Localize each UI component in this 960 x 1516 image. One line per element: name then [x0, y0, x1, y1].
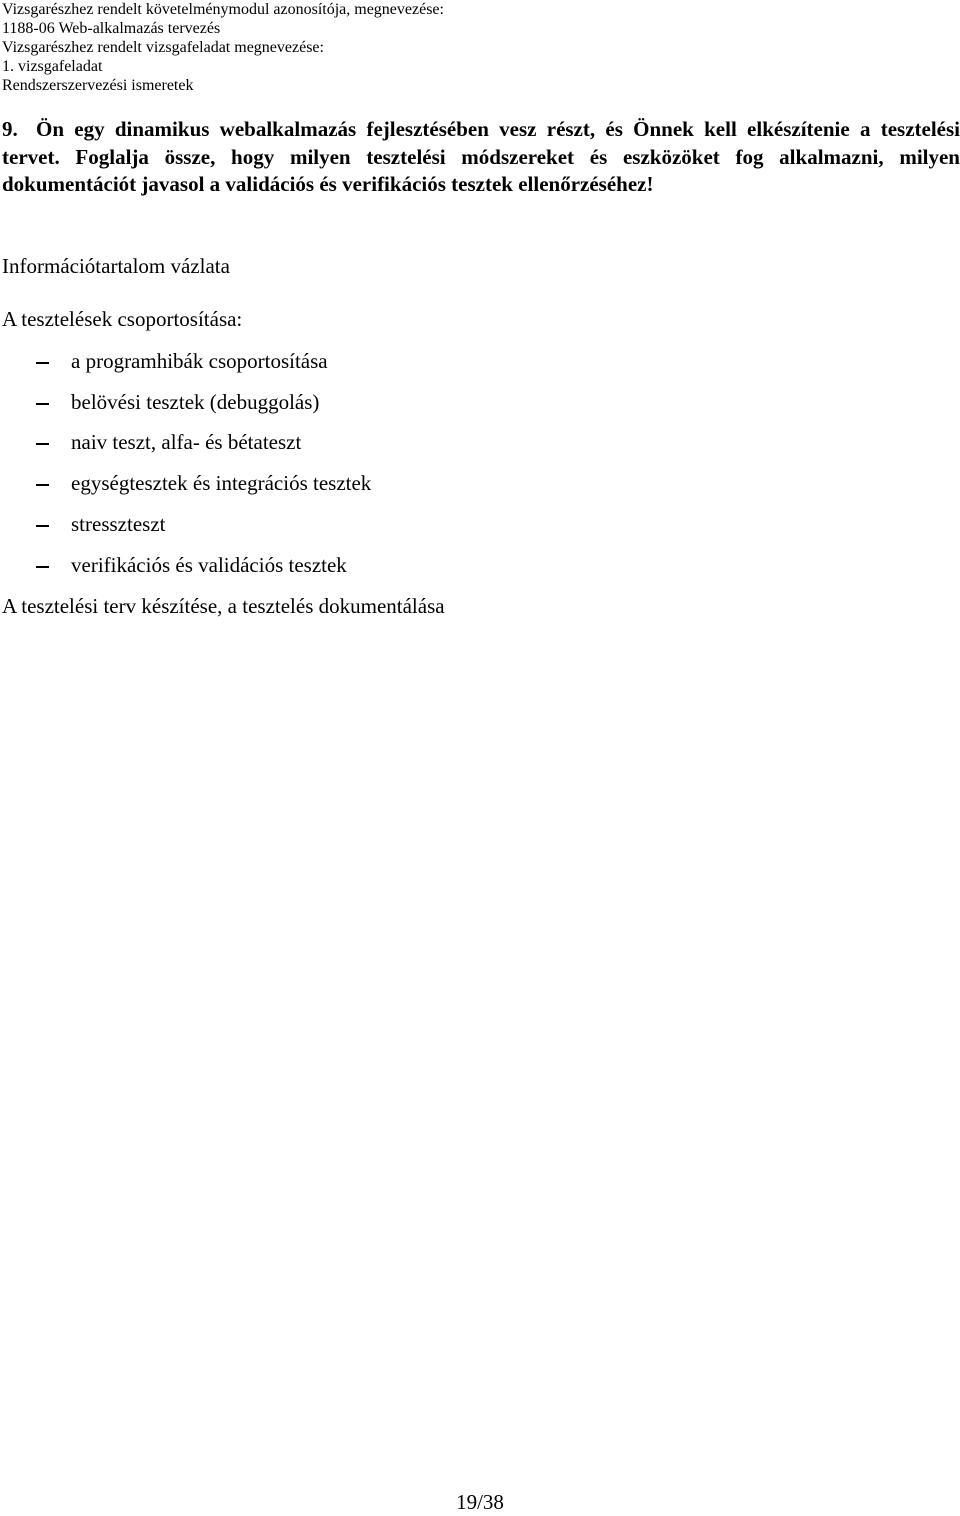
outline-title: Információtartalom vázlata — [2, 254, 230, 278]
dash-bullet-icon — [36, 403, 49, 405]
list-item-text: verifikációs és validációs tesztek — [71, 553, 347, 577]
list-item-text: a programhibák csoportosítása — [71, 349, 328, 373]
list-item — [0, 388, 700, 416]
header-line: Rendszerszervezési ismeretek — [2, 77, 194, 94]
header-line: 1. vizsgafeladat — [2, 58, 103, 75]
list-item — [0, 428, 700, 456]
list-item — [0, 347, 700, 375]
dash-bullet-icon — [36, 362, 49, 364]
task-question — [2, 116, 960, 199]
dash-bullet-icon — [36, 484, 49, 486]
list-item-text: stresszteszt — [71, 512, 166, 536]
document-header — [2, 0, 942, 95]
dash-bullet-icon — [36, 566, 49, 568]
list-item-text: naiv teszt, alfa- és bétateszt — [71, 430, 302, 454]
page-number: 19/38 — [456, 1490, 504, 1514]
dash-bullet-icon — [36, 525, 49, 527]
list-item — [0, 469, 700, 497]
dash-bullet-icon — [36, 443, 49, 445]
task-text: Ön egy dinamikus webalkalmazás fejlesztésében vesz részt, és Önnek kell elkészítenie a tesztelési tervet. Foglalja össze, hogy milyen tesztelési módszereket és eszközöket fog alkalmazni, milyen dokumentációt javasol a validációs és verifikációs tesztek ellenőrzéséhez! — [2, 117, 960, 196]
header-line: 1188-06 Web-alkalmazás tervezés — [2, 20, 221, 37]
list-item-text: belövési tesztek (debuggolás) — [71, 390, 320, 414]
header-line: Vizsgarészhez rendelt vizsgafeladat megnevezése: — [2, 39, 324, 56]
section-title: A tesztelések csoportosítása: — [2, 307, 243, 331]
list-item — [0, 510, 700, 538]
task-number: 9. — [2, 117, 18, 141]
list-item — [0, 551, 700, 579]
section-title: A tesztelési terv készítése, a tesztelés dokumentálása — [2, 594, 445, 618]
header-line: Vizsgarészhez rendelt követelménymodul azonosítója, megnevezése: — [2, 1, 444, 18]
list-item-text: egységtesztek és integrációs tesztek — [71, 471, 372, 495]
